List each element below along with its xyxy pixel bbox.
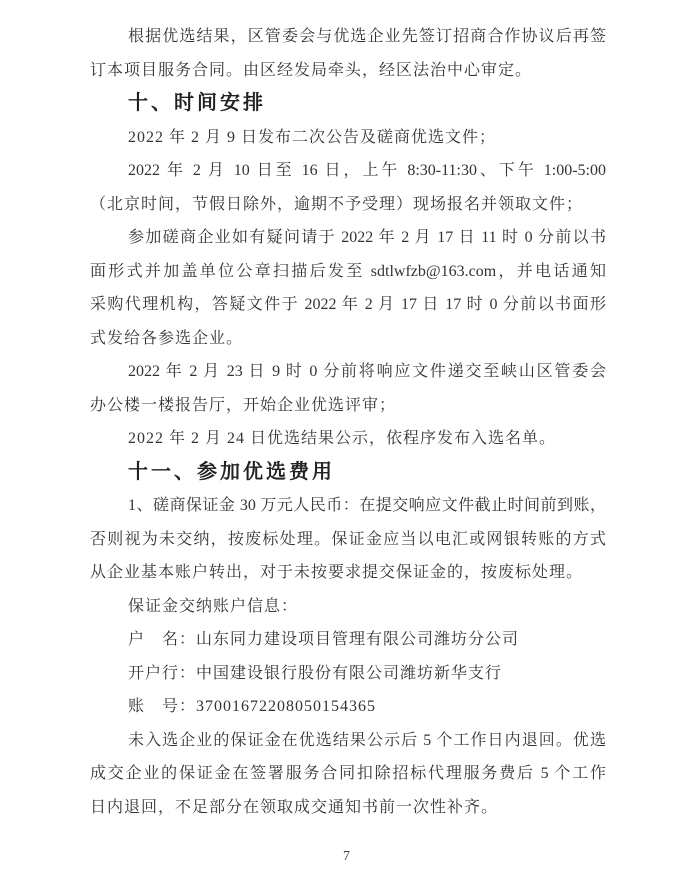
text-line: 否则视为未交纳，按废标处理。保证金应当以电汇或网银转账的方式 xyxy=(90,530,606,548)
text-line: 办公楼一楼报告厅，开始企业优选评审； xyxy=(90,396,397,414)
text-line: 参加磋商企业如有疑问请于 2022 年 2 月 17 日 11 时 0 分前以书 xyxy=(128,229,606,246)
text-line: 采购代理机构，答疑文件于 2022 年 2 月 17 日 17 时 0 分前以书面形 xyxy=(90,296,606,313)
text-line: 未入选企业的保证金在优选结果公示后 5 个工作日内退回。优选 xyxy=(128,731,606,749)
text-line: （北京时间，节假日除外，逾期不予受理）现场报名并领取文件； xyxy=(90,195,584,213)
text-line: 保证金交纳账户信息： xyxy=(128,597,299,615)
text-line: 开户行：中国建设银行股份有限公司潍坊新华支行 xyxy=(128,664,503,682)
text-line: 账 号：37001672208050154365 xyxy=(128,698,377,715)
paragraph xyxy=(90,20,606,87)
paragraph xyxy=(90,657,606,691)
page-number: 7 xyxy=(343,849,350,864)
paragraph xyxy=(90,690,606,724)
text-line: 根据优选结果，区管委会与优选企业先签订招商合作协议后再签 xyxy=(128,28,606,45)
text-line: 式发给各参选企业。 xyxy=(90,329,244,347)
section-heading: 十、时间安排 xyxy=(128,92,266,114)
section-heading: 十一、参加优选费用 xyxy=(128,460,335,483)
text-line: 2022 年 2 月 10 日至 16 日，上午 8:30-11:30、下午 1:00-5:00 xyxy=(128,162,606,179)
paragraph xyxy=(90,422,606,456)
paragraph xyxy=(90,221,606,355)
text-line: 户 名：山东同力建设项目管理有限公司潍坊分公司 xyxy=(128,631,520,648)
document-body xyxy=(90,20,606,824)
paragraph xyxy=(90,724,606,825)
text-line: 2022 年 2 月 9 日发布二次公告及磋商优选文件； xyxy=(128,128,497,146)
paragraph xyxy=(90,623,606,657)
paragraph xyxy=(90,590,606,624)
text-line: 成交企业的保证金在签署服务合同扣除招标代理服务费后 5 个工作 xyxy=(90,765,606,782)
text-line: 从企业基本账户转出，对于未按要求提交保证金的，按废标处理。 xyxy=(90,564,584,581)
text-line: 面形式并加盖单位公章扫描后发至 sdtlwfzb@163.com，并电话通知 xyxy=(90,262,606,280)
paragraph xyxy=(90,121,606,155)
paragraph xyxy=(90,355,606,422)
text-line: 订本项目服务合同。由区经发局牵头，经区法治中心审定。 xyxy=(90,61,533,79)
paragraph xyxy=(90,489,606,590)
text-line: 2022 年 2 月 23 日 9 时 0 分前将响应文件递交至峡山区管委会 xyxy=(128,363,606,380)
text-line: 日内退回，不足部分在领取成交通知书前一次性补齐。 xyxy=(90,798,499,816)
paragraph xyxy=(90,154,606,221)
text-line: 1、磋商保证金 30 万元人民币：在提交响应文件截止时间前到账， xyxy=(128,497,606,514)
text-line: 2022 年 2 月 24 日优选结果公示，依程序发布入选名单。 xyxy=(128,430,557,447)
